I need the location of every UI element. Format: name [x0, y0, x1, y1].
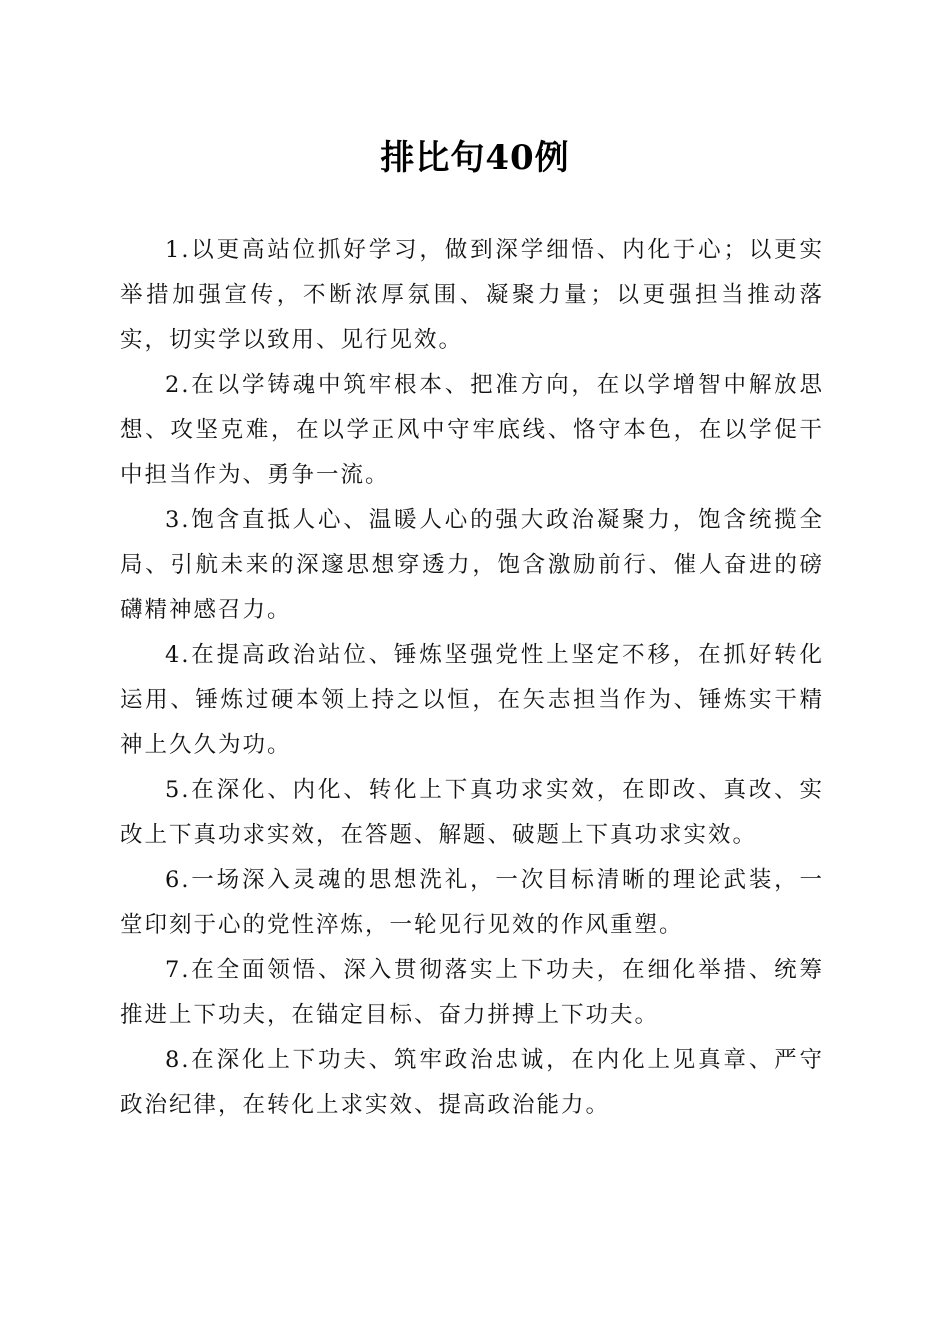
paragraph-6: 6.一场深入灵魂的思想洗礼，一次目标清晰的理论武装，一堂印刻于心的党性淬炼，一轮见行见效的作风重塑。 [120, 867, 824, 938]
paragraph-5: 5.在深化、内化、转化上下真功求实效，在即改、真改、实改上下真功求实效，在答题、解题、破题上下真功求实效。 [120, 777, 824, 848]
document-title: 排比句40例 [380, 138, 570, 178]
paragraph-1: 1.以更高站位抓好学习，做到深学细悟、内化于心；以更实举措加强宣传，不断浓厚氛围、凝聚力量；以更强担当推动落实，切实学以致用、见行见效。 [120, 237, 824, 353]
paragraph-3: 3.饱含直抵人心、温暖人心的强大政治凝聚力，饱含统揽全局、引航未来的深邃思想穿透力，饱含激励前行、催人奋进的磅礴精神感召力。 [120, 507, 824, 623]
document-body [120, 228, 824, 1128]
paragraph-2: 2.在以学铸魂中筑牢根本、把准方向，在以学增智中解放思想、攻坚克难，在以学正风中守牢底线、恪守本色，在以学促干中担当作为、勇争一流。 [120, 372, 824, 488]
paragraph-7: 7.在全面领悟、深入贯彻落实上下功夫，在细化举措、统筹推进上下功夫，在锚定目标、奋力拼搏上下功夫。 [120, 957, 824, 1028]
paragraph-4: 4.在提高政治站位、锤炼坚强党性上坚定不移，在抓好转化运用、锤炼过硬本领上持之以恒，在矢志担当作为、锤炼实干精神上久久为功。 [120, 642, 824, 758]
paragraph-8: 8.在深化上下功夫、筑牢政治忠诚，在内化上见真章、严守政治纪律，在转化上求实效、提高政治能力。 [120, 1047, 824, 1118]
